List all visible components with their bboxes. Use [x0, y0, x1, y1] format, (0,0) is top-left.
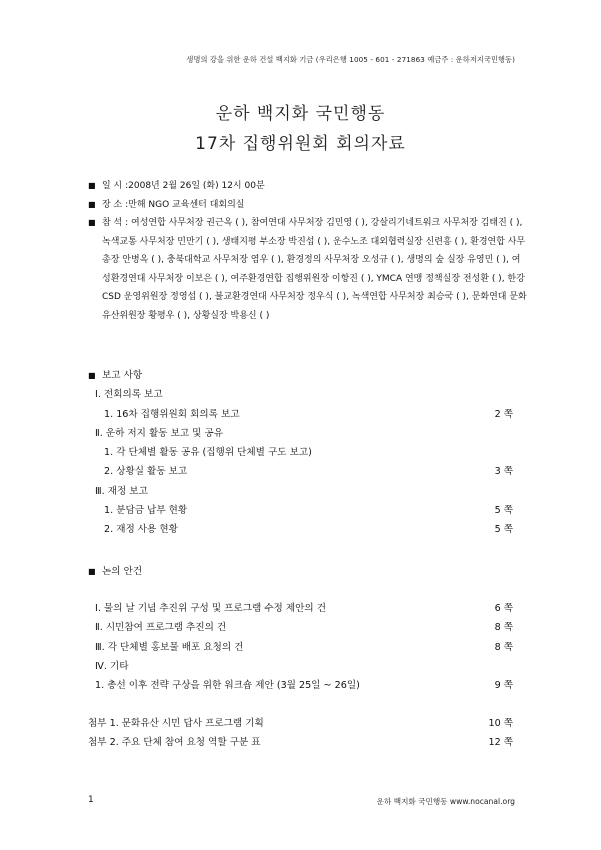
agenda-list	[88, 599, 513, 695]
item-page: 8 쪽	[494, 622, 513, 634]
item-text: Ⅳ. 기타	[95, 660, 129, 672]
list-item	[88, 714, 513, 733]
item-text: 2. 상황실 활동 보고	[104, 466, 188, 478]
list-item	[88, 520, 513, 539]
meeting-place-label: 장 소 :	[102, 199, 129, 210]
document-title: 운하 백지화 국민행동	[215, 104, 386, 124]
page-number: 1	[88, 795, 94, 805]
item-text: Ⅰ. 물의 날 기념 추진위 구성 및 프로그램 수정 제안의 건	[95, 603, 326, 614]
item-page: 5 쪽	[494, 524, 513, 536]
meeting-attendees-row	[88, 214, 528, 326]
square-bullet-icon: ■	[88, 199, 96, 209]
list-item	[88, 424, 513, 443]
list-item	[88, 638, 513, 657]
meeting-date-row	[88, 177, 528, 196]
square-bullet-icon: ■	[88, 181, 96, 190]
meeting-place-row	[88, 196, 528, 215]
list-item	[88, 501, 513, 520]
item-text: Ⅲ. 각 단체별 홍보물 배포 요청의 건	[95, 641, 244, 653]
meeting-place-value: 만해 NGO 교육센터 대회의실	[128, 199, 245, 210]
header-note: 생명의 강을 위한 운하 건설 백지화 기금 (우리은행 1005 - 601 - 271863 예금주 : 운하저지국민행동)	[186, 55, 515, 64]
square-bullet-icon: ■	[88, 371, 96, 380]
item-text: 1. 총선 이후 전략 구상을 위한 워크숍 제안 (3월 25일 ~ 26일)	[95, 680, 360, 692]
agenda-heading	[88, 562, 513, 581]
item-page: 3 쪽	[494, 466, 513, 478]
list-item	[88, 733, 513, 752]
item-page: 8 쪽	[494, 641, 513, 653]
attachments-list	[88, 714, 513, 753]
agenda-heading-text: 논의 안건	[102, 566, 143, 577]
meeting-info	[88, 177, 528, 326]
report-section	[88, 366, 513, 540]
square-bullet-icon: ■	[88, 218, 96, 227]
report-heading-text: 보고 사항	[102, 370, 143, 381]
attendees-text: 여성연합 사무처장 권근옥 ( ), 참여연대 사무처장 김민영 ( ), 강살리기네트워크 사무처장 김태진 ( ), 녹색교통 사무처장 민만기 ( ), 생태지평 부소장 박진섭 ( ), 운수노조 대외협력실장 신련흥 ( ), 환경연합 사무총장 안병옥 ( ), 충북대학교 사무처장 염우 ( ), 환경정의 사무처장 오성규 ( ), 생명의 숲 실장 유영민 ( ), 여성환경연대 사무처장 이보은 ( ), 여주환경연합 집행위원장 이항진 ( ), YMCA 연맹 정책실장 전성환 ( ), 한강CSD 운영위원장 정영섭 ( ), 불교환경연대 사무처장 정우식 ( ), 녹색연합 사무처장 최승국 ( ), 문화연대 문화유산위원장 황평우 ( ), 상황실장 박용신 ( )	[102, 218, 527, 321]
list-item	[88, 657, 513, 676]
document-subtitle: 17차 집행위원회 회의자료	[195, 134, 406, 154]
item-text: Ⅲ. 재정 보고	[95, 485, 148, 497]
attendees-block	[102, 214, 528, 326]
item-page: 10 쪽	[488, 718, 513, 729]
item-text: 1. 각 단체별 활동 공유 (집행위 단체별 구도 보고)	[104, 447, 312, 459]
footer-org: 운하 백지화 국민행동 www.nocanal.org	[376, 797, 515, 806]
meeting-date-value: 2008년 2월 26일 (화) 12시 00분	[128, 181, 265, 191]
item-text: 1. 16차 집행위원회 회의록 보고	[104, 408, 240, 420]
item-text: 첨부 1. 문화유산 시민 답사 프로그램 기획	[88, 718, 264, 729]
item-text: Ⅱ. 시민참여 프로그램 추진의 건	[95, 622, 227, 634]
square-bullet-icon: ■	[88, 567, 96, 576]
list-item	[88, 443, 513, 462]
item-page: 2 쪽	[494, 408, 513, 420]
list-item	[88, 385, 513, 404]
meeting-date-label: 일 시 :	[102, 181, 129, 191]
list-item	[88, 405, 513, 424]
report-heading	[88, 366, 513, 385]
item-page: 9 쪽	[494, 680, 513, 692]
item-text: 2. 재정 사용 현황	[104, 524, 178, 536]
item-text: 첨부 2. 주요 단체 참여 요청 역할 구분 표	[88, 737, 261, 749]
item-text: Ⅰ. 전회의록 보고	[95, 389, 163, 401]
item-page: 5 쪽	[494, 505, 513, 517]
attendees-label: 참 석 :	[102, 218, 132, 228]
item-text: 1. 분담금 납부 현황	[104, 505, 188, 517]
list-item	[88, 482, 513, 501]
item-page: 12 쪽	[488, 737, 513, 749]
agenda-section	[88, 562, 513, 581]
list-item	[88, 618, 513, 637]
list-item	[88, 599, 513, 618]
item-text: Ⅱ. 운하 저지 활동 보고 및 공유	[95, 427, 224, 439]
list-item	[88, 462, 513, 481]
item-page: 6 쪽	[494, 603, 513, 614]
list-item	[88, 676, 513, 695]
